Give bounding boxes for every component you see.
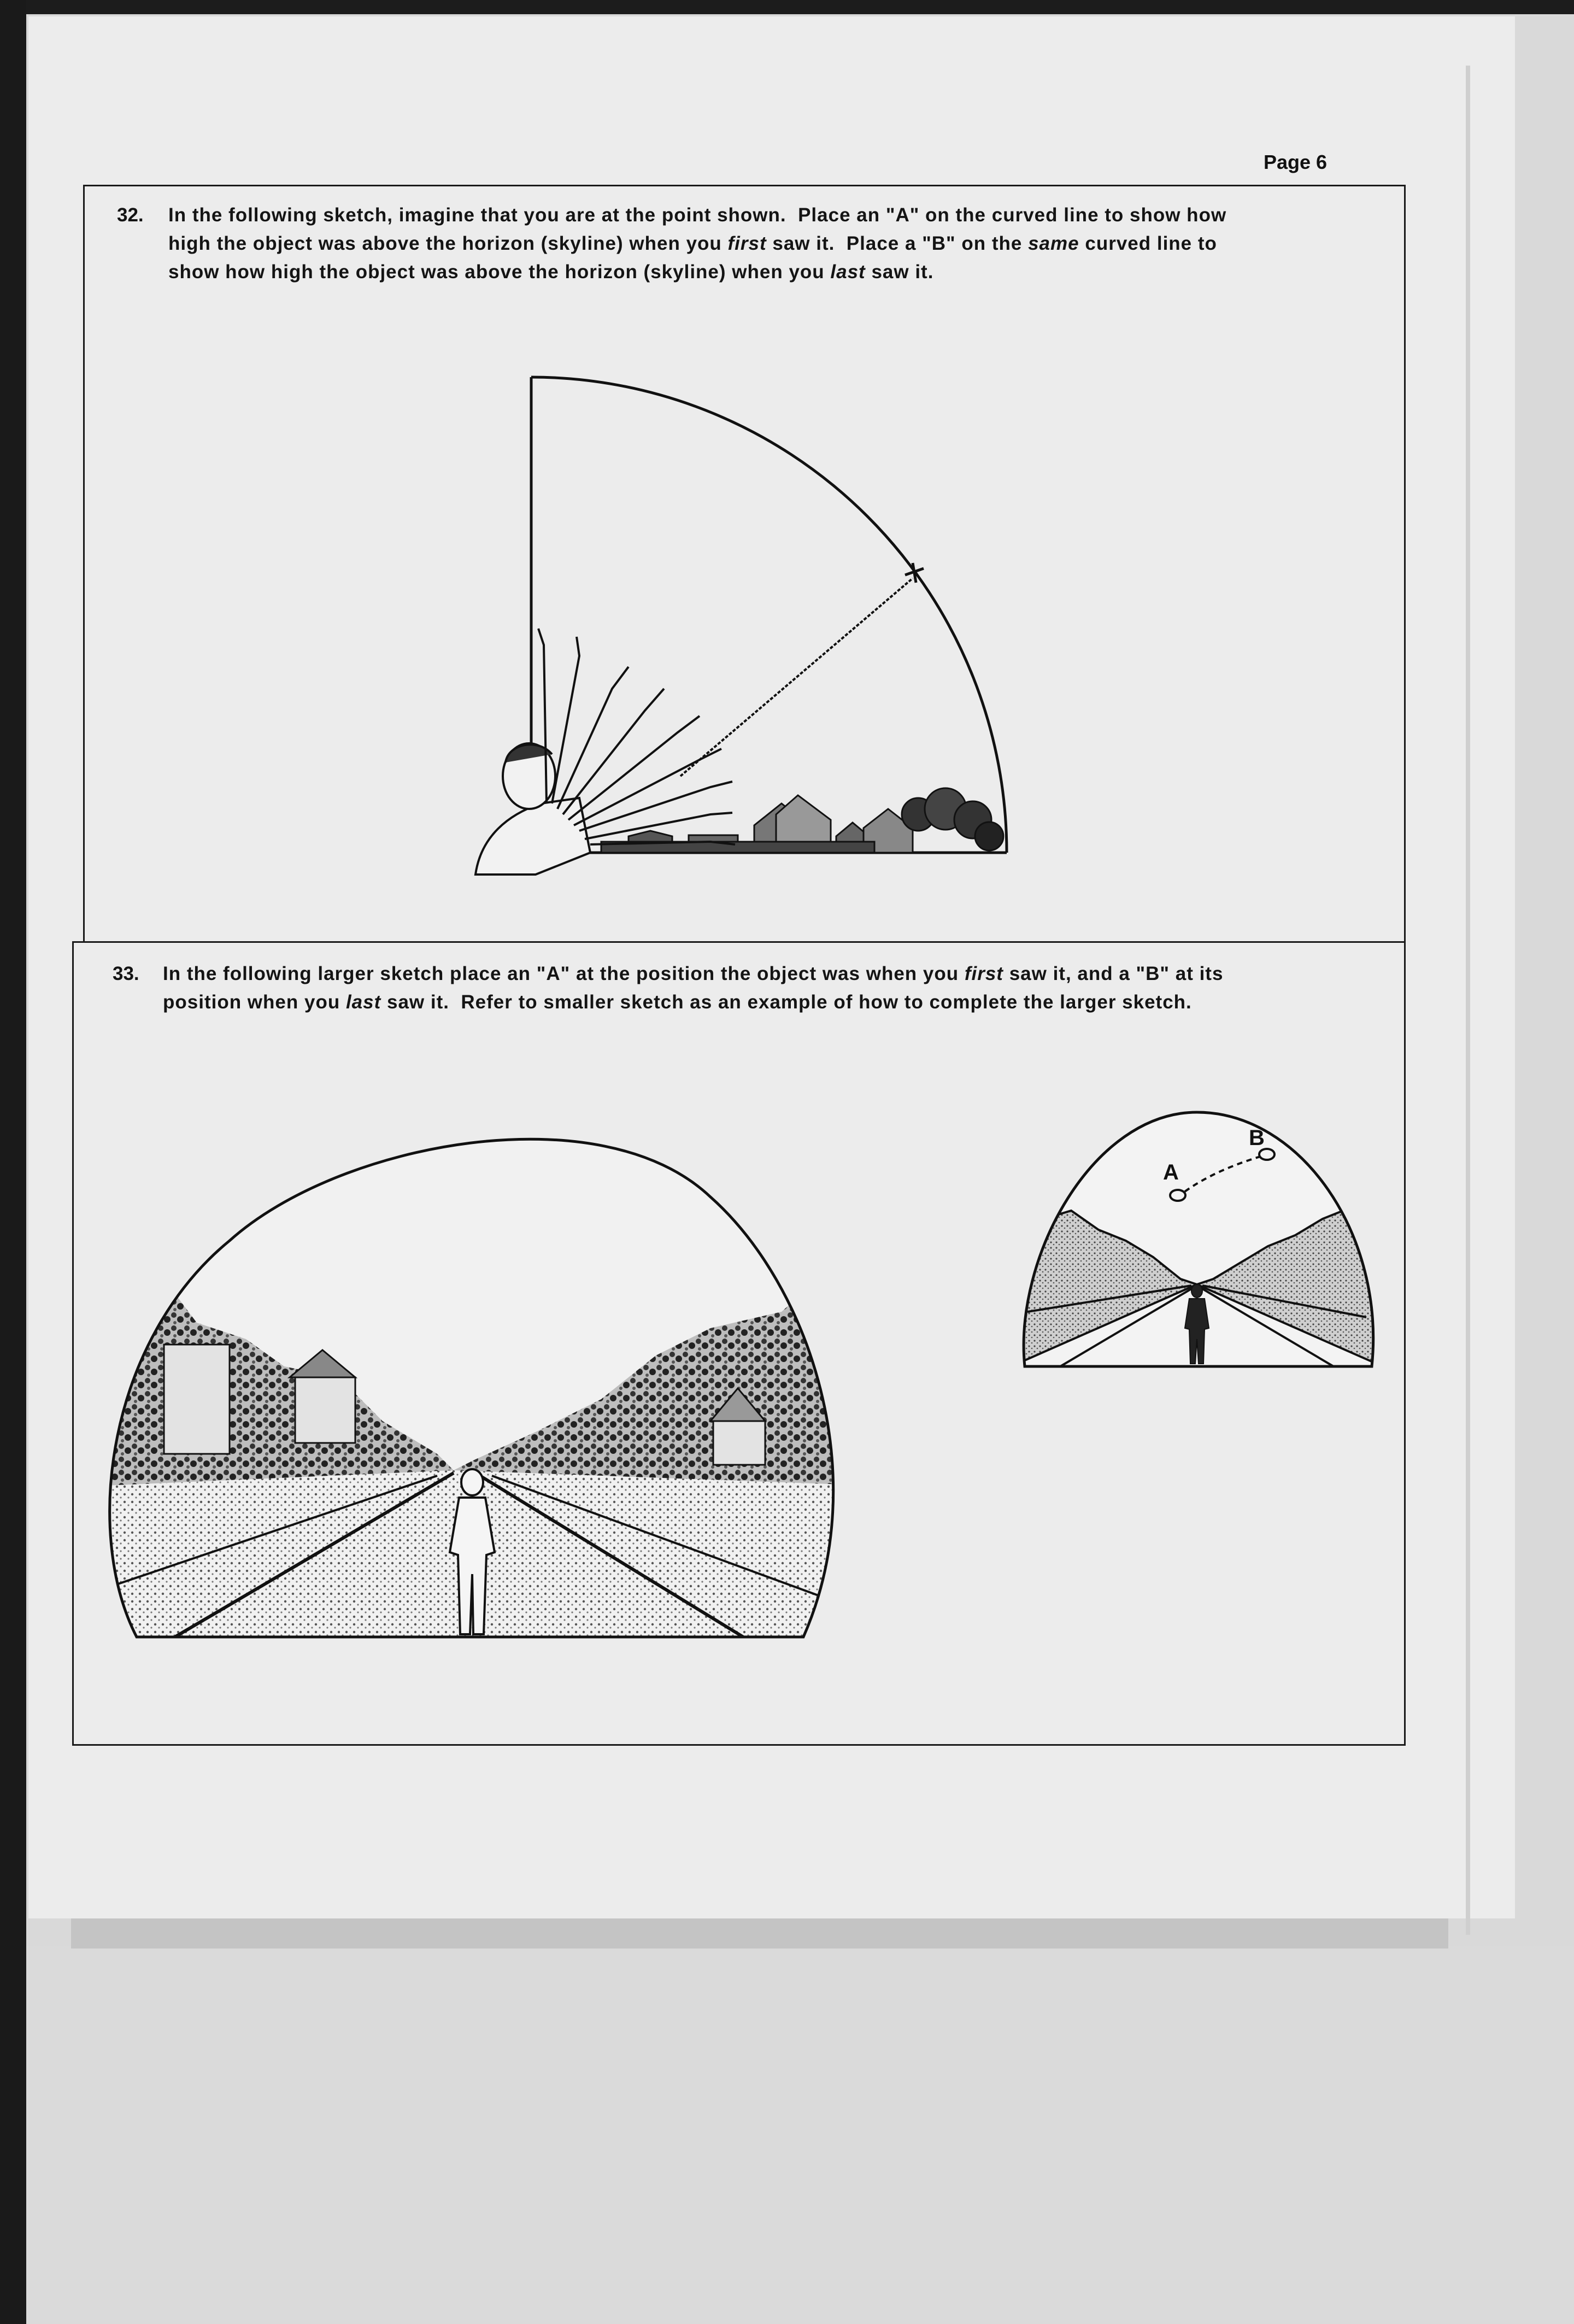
- question-33-line-1: In the following larger sketch place an "A" at the position the object was when you first saw it, and a "B" at its: [163, 963, 1224, 984]
- label-a: A: [1163, 1160, 1179, 1184]
- page-number: Page 6: [1264, 151, 1328, 173]
- question-33-number: 33.: [113, 963, 139, 984]
- question-33-line-2: position when you last saw it. Refer to smaller sketch as an example of how to complete the larger sketch.: [163, 991, 1192, 1013]
- question-32-number: 32.: [117, 204, 144, 226]
- question-32-line-2: high the object was above the horizon (skyline) when you first saw it. Place a "B" on the same curved line to: [168, 233, 1217, 254]
- question-32-line-3: show how high the object was above the horizon (skyline) when you last saw it.: [168, 261, 934, 283]
- question-32-line-1: In the following sketch, imagine that you are at the point shown. Place an "A" on the curved line to show how: [168, 204, 1227, 226]
- label-b: B: [1249, 1126, 1265, 1150]
